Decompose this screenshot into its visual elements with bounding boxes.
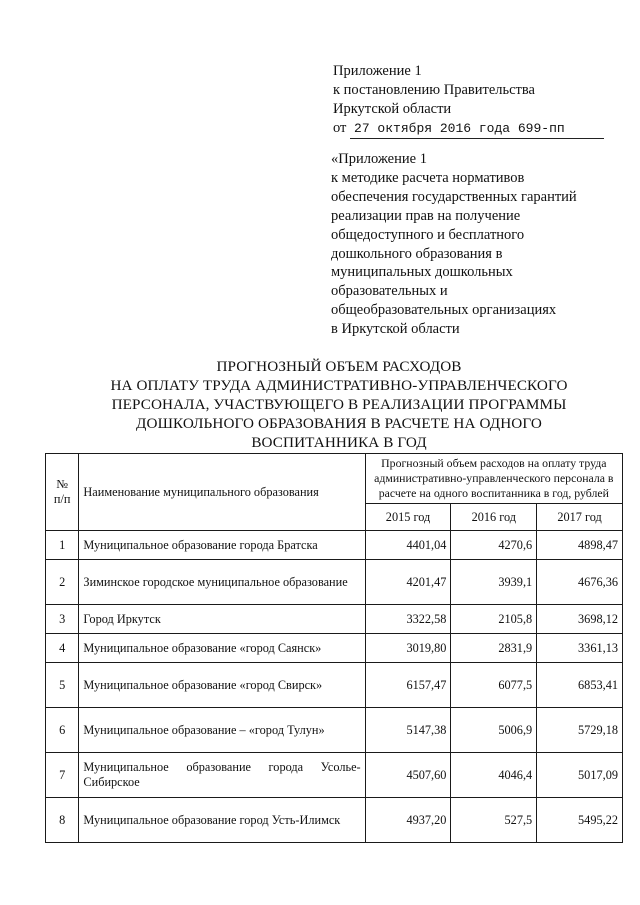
row-value-2017: 5729,18	[537, 708, 623, 753]
row-number: 5	[46, 663, 79, 708]
row-value-2015: 6157,47	[365, 663, 451, 708]
row-value-2017: 5017,09	[537, 753, 623, 798]
row-name: Муниципальное образование «город Свирск»	[79, 663, 365, 708]
title-line: ПЕРСОНАЛА, УЧАСТВУЮЩЕГО В РЕАЛИЗАЦИИ ПРОГРАММЫ	[111, 396, 567, 413]
row-value-2016: 2831,9	[451, 634, 537, 663]
methodology-line: «Приложение 1	[331, 151, 427, 167]
appendix-date-line	[333, 119, 633, 139]
methodology-line: образовательных и	[331, 283, 448, 300]
header-year-2016: 2016 год	[451, 504, 537, 531]
row-value-2015: 3019,80	[365, 634, 451, 663]
row-value-2016: 6077,5	[451, 663, 537, 708]
table-row	[46, 663, 623, 708]
row-value-2017: 5495,22	[537, 798, 623, 843]
methodology-line: в Иркутской области	[331, 321, 460, 338]
row-value-2015: 5147,38	[365, 708, 451, 753]
header-year-2017: 2017 год	[537, 504, 623, 531]
row-value-2017: 3361,13	[537, 634, 623, 663]
row-number: 4	[46, 634, 79, 663]
methodology-line: обеспечения государственных гарантий	[331, 188, 577, 205]
row-value-2017: 4676,36	[537, 560, 623, 605]
date-field: 27 октября 2016 года 699-пп	[350, 119, 604, 139]
row-value-2015: 3322,58	[365, 605, 451, 634]
row-name: Муниципальное образование город Усть-Илимск	[79, 798, 365, 843]
row-value-2017: 3698,12	[537, 605, 623, 634]
table-row	[46, 605, 623, 634]
row-value-2016: 3939,1	[451, 560, 537, 605]
table-row	[46, 798, 623, 843]
appendix-label: Приложение 1	[333, 63, 422, 79]
appendix-region: Иркутской области	[333, 101, 452, 117]
row-value-2016: 527,5	[451, 798, 537, 843]
row-number: 2	[46, 560, 79, 605]
header-year-2015: 2015 год	[365, 504, 451, 531]
row-value-2016: 5006,9	[451, 708, 537, 753]
methodology-reference	[331, 150, 631, 339]
table-row	[46, 560, 623, 605]
header-name: Наименование муниципального образования	[79, 454, 365, 531]
row-number: 6	[46, 708, 79, 753]
expenses-table	[45, 453, 623, 843]
table-row	[46, 753, 623, 798]
row-value-2017: 6853,41	[537, 663, 623, 708]
row-value-2015: 4507,60	[365, 753, 451, 798]
document-title	[60, 357, 618, 452]
title-line: НА ОПЛАТУ ТРУДА АДМИНИСТРАТИВНО-УПРАВЛЕНЧЕСКОГО	[110, 377, 568, 394]
title-line: ПРОГНОЗНЫЙ ОБЪЕМ РАСХОДОВ	[216, 358, 462, 375]
methodology-line: реализации прав на получение	[331, 207, 521, 224]
table-row	[46, 531, 623, 560]
header-forecast-group: Прогнозный объем расходов на оплату труда административно-управленческого персонала в расчете на одного воспитанника в год, рублей	[365, 454, 622, 504]
row-name: Муниципальное образование «город Саянск»	[79, 634, 365, 663]
table-row	[46, 634, 623, 663]
row-name: Зиминское городское муниципальное образование	[79, 560, 365, 605]
row-name: Муниципальное образование города Усолье-Сибирское	[79, 753, 365, 798]
row-number: 3	[46, 605, 79, 634]
date-prefix: от	[333, 120, 347, 136]
row-number: 1	[46, 531, 79, 560]
title-line: ДОШКОЛЬНОГО ОБРАЗОВАНИЯ В РАСЧЕТЕ НА ОДНОГО	[136, 415, 542, 432]
methodology-line: общеобразовательных организациях	[331, 302, 557, 319]
row-value-2015: 4937,20	[365, 798, 451, 843]
row-number: 8	[46, 798, 79, 843]
table-row	[46, 708, 623, 753]
row-value-2017: 4898,47	[537, 531, 623, 560]
row-name: Город Иркутск	[79, 605, 365, 634]
row-name: Муниципальное образование города Братска	[79, 531, 365, 560]
row-value-2015: 4401,04	[365, 531, 451, 560]
row-value-2016: 4270,6	[451, 531, 537, 560]
methodology-line: муниципальных дошкольных	[331, 264, 513, 281]
row-value-2016: 2105,8	[451, 605, 537, 634]
header-number: № п/п	[46, 454, 79, 531]
methodology-line: общедоступного и бесплатного	[331, 226, 525, 243]
methodology-line: дошкольного образования в	[331, 245, 503, 262]
appendix-header	[333, 62, 633, 139]
methodology-line: к методике расчета нормативов	[331, 169, 525, 186]
appendix-resolution-ref: к постановлению Правительства	[333, 82, 535, 98]
row-name: Муниципальное образование – «город Тулун»	[79, 708, 365, 753]
row-number: 7	[46, 753, 79, 798]
title-line: ВОСПИТАННИКА В ГОД	[251, 434, 427, 451]
row-value-2016: 4046,4	[451, 753, 537, 798]
row-value-2015: 4201,47	[365, 560, 451, 605]
